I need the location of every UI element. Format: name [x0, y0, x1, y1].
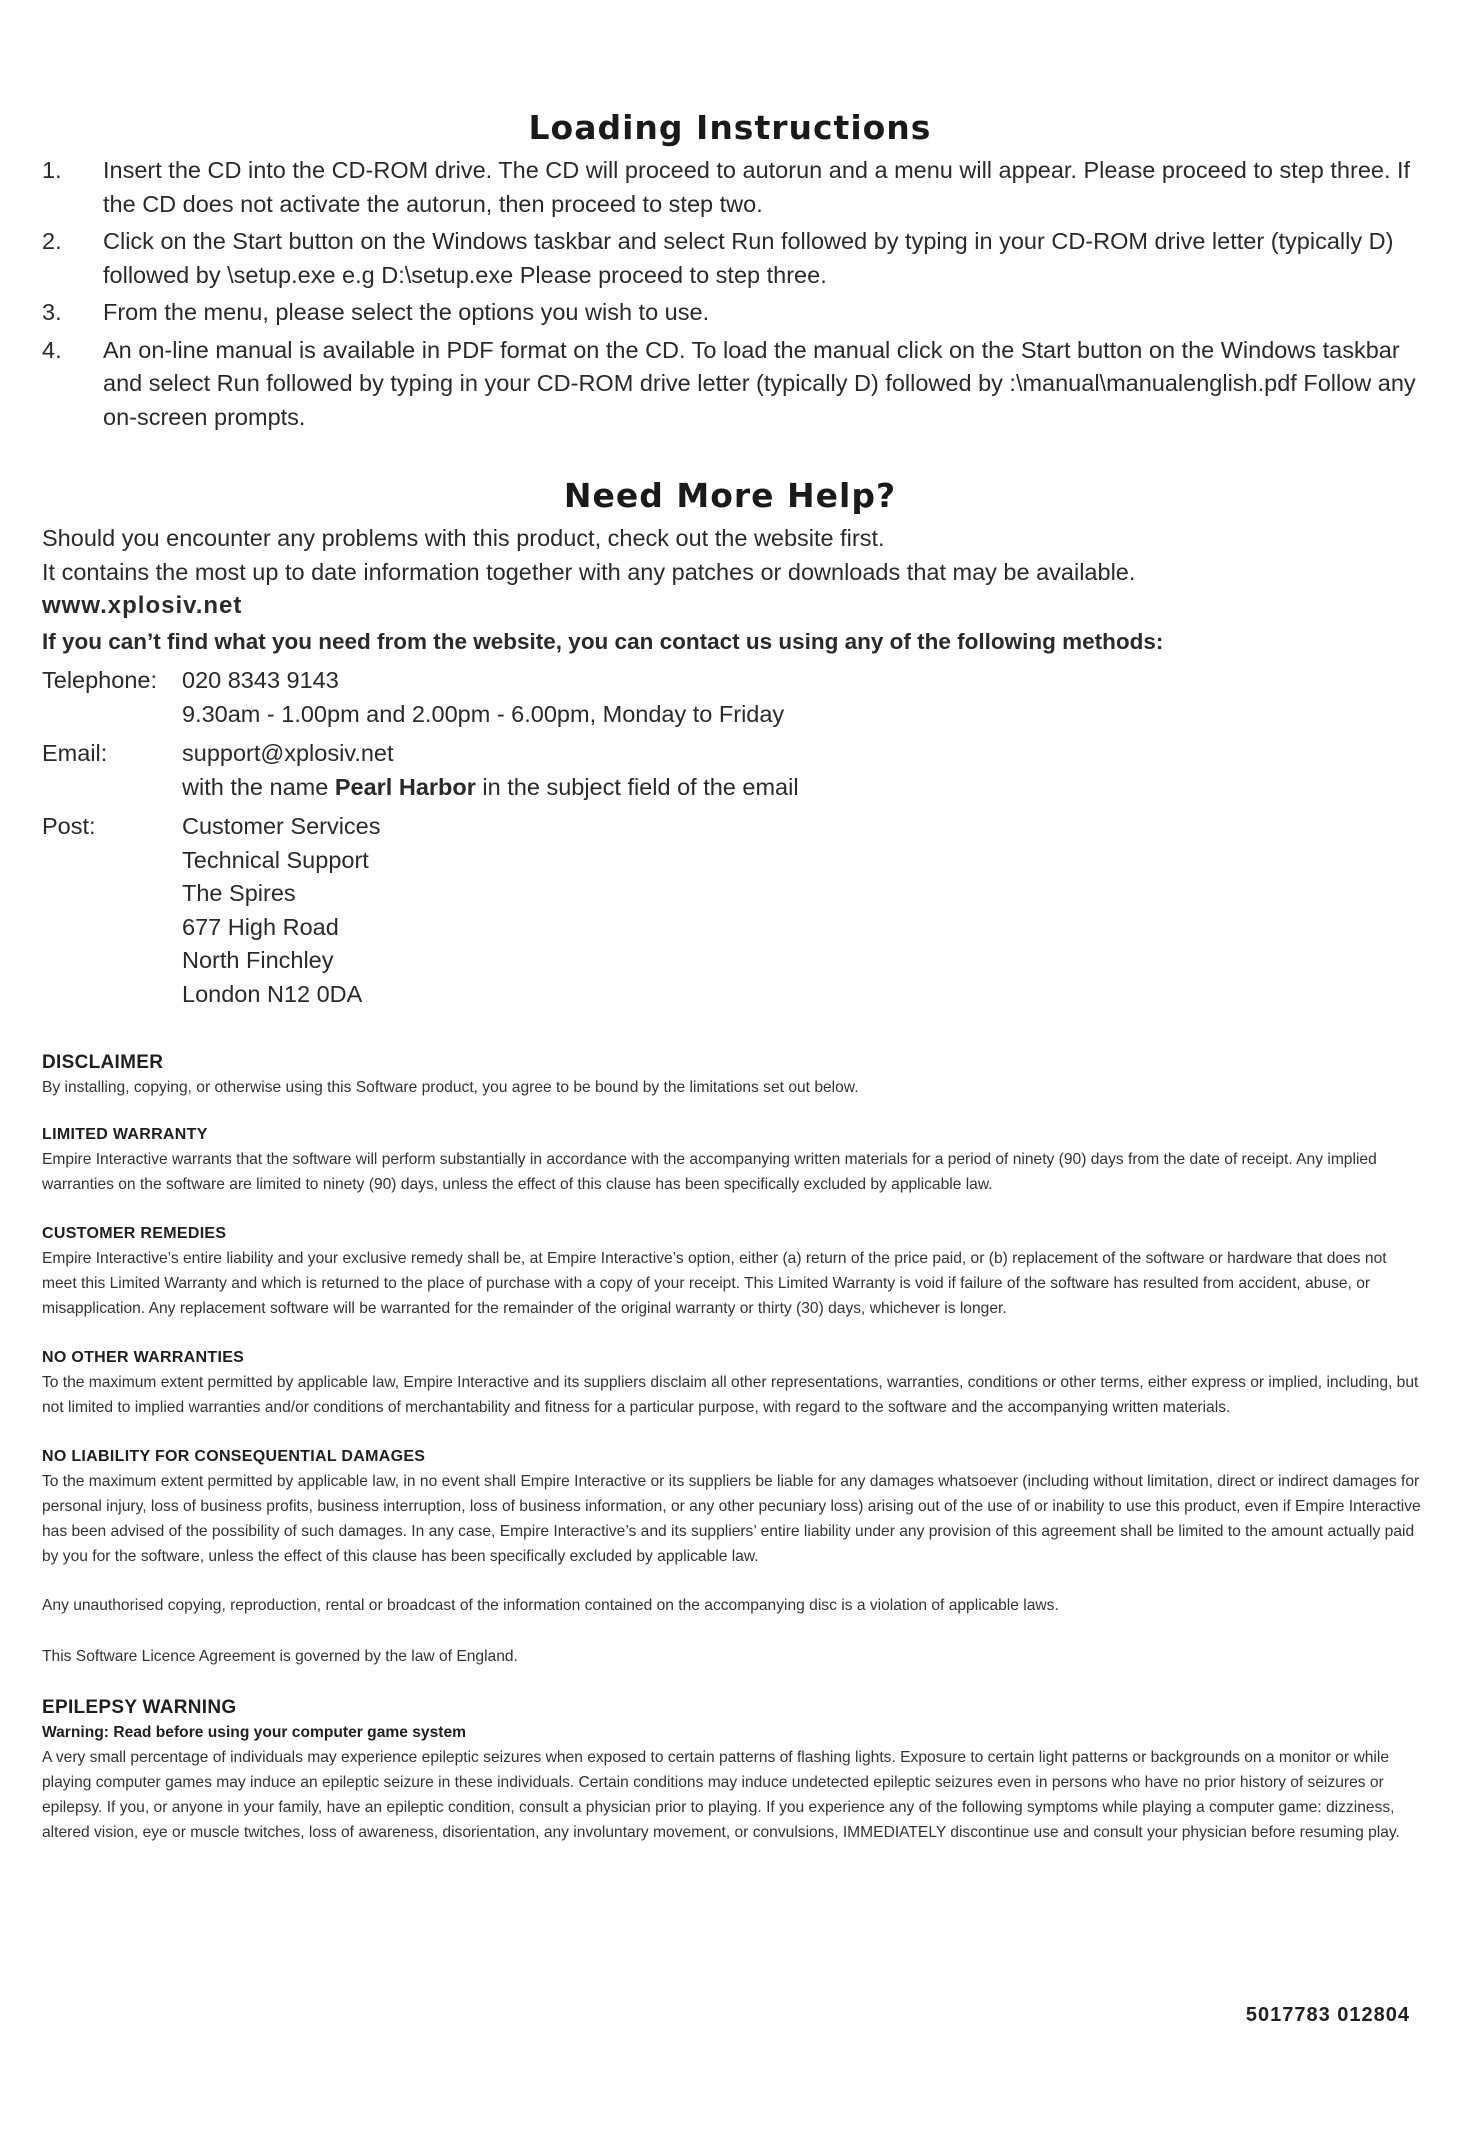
customer-remedies-heading: CUSTOMER REMEDIES [42, 1225, 227, 1242]
no-other-warranties-heading: NO OTHER WARRANTIES [42, 1349, 245, 1366]
disclaimer-heading: DISCLAIMER [42, 1052, 164, 1073]
limited-warranty-heading: LIMITED WARRANTY [42, 1126, 208, 1143]
help-section [42, 522, 1442, 1017]
no-other-warranties-text: To the maximum extent permitted by applicable law, Empire Interactive and its suppliers disclaim all other representations, warranties, conditions or other terms, either express or implied, including, but not limited to implied warranties and/or conditions of merchantability and fitness for a particular purpose, with regard to the software and the accompanying written materials. [42, 1374, 1419, 1416]
website-url: www.xplosiv.net [42, 592, 243, 619]
email-address: support@xplosiv.net [182, 740, 394, 766]
step-number: 4. [42, 336, 62, 363]
step-number: 1. [42, 157, 62, 183]
step-text: From the menu, please select the options you wish to use. [103, 299, 710, 325]
limited-warranty-text: Empire Interactive warrants that the software will perform substantially in accordance with the accompanying written materials for a period of ninety (90) days from the date of receipt. Any implied warranties on the software are limited to ninety (90) days, unless the effect of this clause has been specifically excluded by applicable law. [42, 1151, 1377, 1193]
address-line: North Finchley [182, 947, 334, 973]
disclaimer-section [42, 1050, 1422, 1100]
address-line: The Spires [182, 880, 296, 906]
step-text: An on-line manual is available in PDF format on the CD. To load the manual click on the Start button on the Windows taskbar and select Run followed by typing in your CD-ROM drive letter (typically D) followed by :\manual\manualenglish.pdf Follow any on-screen prompts. [103, 336, 1416, 430]
step-3 [42, 296, 1422, 330]
customer-remedies-text: Empire Interactive’s entire liability and your exclusive remedy shall be, at Empire Interactive’s option, either (a) return of the price paid, or (b) replacement of the software or hardware that does not meet this Limited Warranty and which is returned to the place of purchase with a copy of your receipt. This Limited Warranty is void if failure of the software has resulted from accident, abuse, or misapplication. Any replacement software will be warranted for the remainder of the original warranty or thirty (30) days, whichever is longer. [42, 1250, 1387, 1317]
governing-law-notice: This Software Licence Agreement is governed by the law of England. [42, 1648, 518, 1665]
epilepsy-subheading: Warning: Read before using your computer game system [42, 1724, 467, 1741]
post-label: Post: [42, 813, 96, 839]
epilepsy-text: A very small percentage of individuals may experience epileptic seizures when exposed to certain patterns of flashing lights. Exposure to certain light patterns or backgrounds on a monitor or while playing computer games may induce an epileptic seizure in these individuals. Certain conditions may induce undetected epileptic seizures even in persons who have no prior history of seizures or epilepsy. If you, or anyone in your family, have an epileptic condition, consult a physician prior to playing. If you experience any of the following symptoms while playing a computer game: dizziness, altered vision, eye or muscle twitches, loss of awareness, disorientation, any involuntary movement, or convulsions, IMMEDIATELY discontinue use and consult your physician before resuming play. [42, 1749, 1400, 1841]
telephone-number: 020 8343 9143 [182, 667, 339, 693]
contact-methods-heading: If you can’t find what you need from the website, you can contact us using any of the following methods: [42, 628, 1164, 654]
address-line: 677 High Road [182, 913, 339, 940]
step-1 [42, 154, 1422, 221]
no-liability-text: To the maximum extent permitted by applicable law, in no event shall Empire Interactive or its suppliers be liable for any damages whatsoever (including without limitation, direct or indirect damages for personal injury, loss of business profits, business interruption, loss of business information, or any other pecuniary loss) arising out of the use of or inability to use this product, even if Empire Interactive has been advised of the possibility of such damages. In any case, Empire Interactive’s and its suppliers’ entire liability under any provision of this agreement shall be limited to the amount actually paid by you for the software, unless the effect of this clause has been specifically excluded by applicable law. [42, 1473, 1421, 1565]
step-number: 3. [42, 299, 62, 325]
epilepsy-heading: EPILEPSY WARNING [42, 1697, 237, 1718]
postal-address [182, 810, 1442, 1011]
product-code: 5017783 012804 [1245, 2004, 1410, 2026]
telephone-row [42, 664, 1442, 731]
limited-warranty-section [42, 1122, 1422, 1197]
step-number: 2. [42, 228, 62, 254]
no-other-warranties-section [42, 1345, 1422, 1420]
copying-notice: Any unauthorised copying, reproduction, rental or broadcast of the information contained on the accompanying disc is a violation of applicable laws. [42, 1597, 1059, 1614]
telephone-hours: 9.30am - 1.00pm and 2.00pm - 6.00pm, Monday to Friday [182, 700, 785, 727]
post-row [42, 810, 1442, 1011]
step-text: Insert the CD into the CD-ROM drive. The CD will proceed to autorun and a menu will appear. Please proceed to step three. If the CD does not activate the autorun, then proceed to step two. [103, 157, 1411, 217]
address-line: Customer Services [182, 813, 381, 839]
step-text: Click on the Start button on the Windows taskbar and select Run followed by typing in your CD-ROM drive letter (typically D) followed by \setup.exe e.g D:\setup.exe Please proceed to step three. [103, 228, 1394, 288]
no-liability-heading: NO LIABILITY FOR CONSEQUENTIAL DAMAGES [42, 1448, 426, 1465]
step-4 [42, 334, 1422, 435]
telephone-label: Telephone: [42, 667, 157, 693]
address-line: Technical Support [182, 846, 369, 873]
email-note-pre: with the name [182, 773, 335, 800]
email-note-post: in the subject field of the email [475, 773, 799, 800]
help-intro-1: Should you encounter any problems with this product, check out the website first. [42, 525, 885, 551]
loading-steps-list [42, 154, 1422, 438]
epilepsy-section [42, 1695, 1422, 1845]
no-liability-section [42, 1444, 1422, 1569]
email-note [182, 771, 1442, 805]
email-label: Email: [42, 740, 108, 766]
game-name: Pearl Harbor [334, 773, 476, 800]
customer-remedies-section [42, 1221, 1422, 1321]
email-row [42, 737, 1442, 804]
address-line: London N12 0DA [182, 980, 363, 1007]
disclaimer-text: By installing, copying, or otherwise using this Software product, you agree to be bound by the limitations set out below. [42, 1079, 859, 1096]
step-2 [42, 225, 1422, 292]
contact-details [42, 664, 1442, 1011]
help-intro-2: It contains the most up to date information together with any patches or downloads that may be available. [42, 558, 1136, 585]
loading-instructions-title: Loading Instructions [528, 108, 932, 147]
need-more-help-title: Need More Help? [563, 476, 897, 515]
legal-section [42, 1050, 1422, 1845]
